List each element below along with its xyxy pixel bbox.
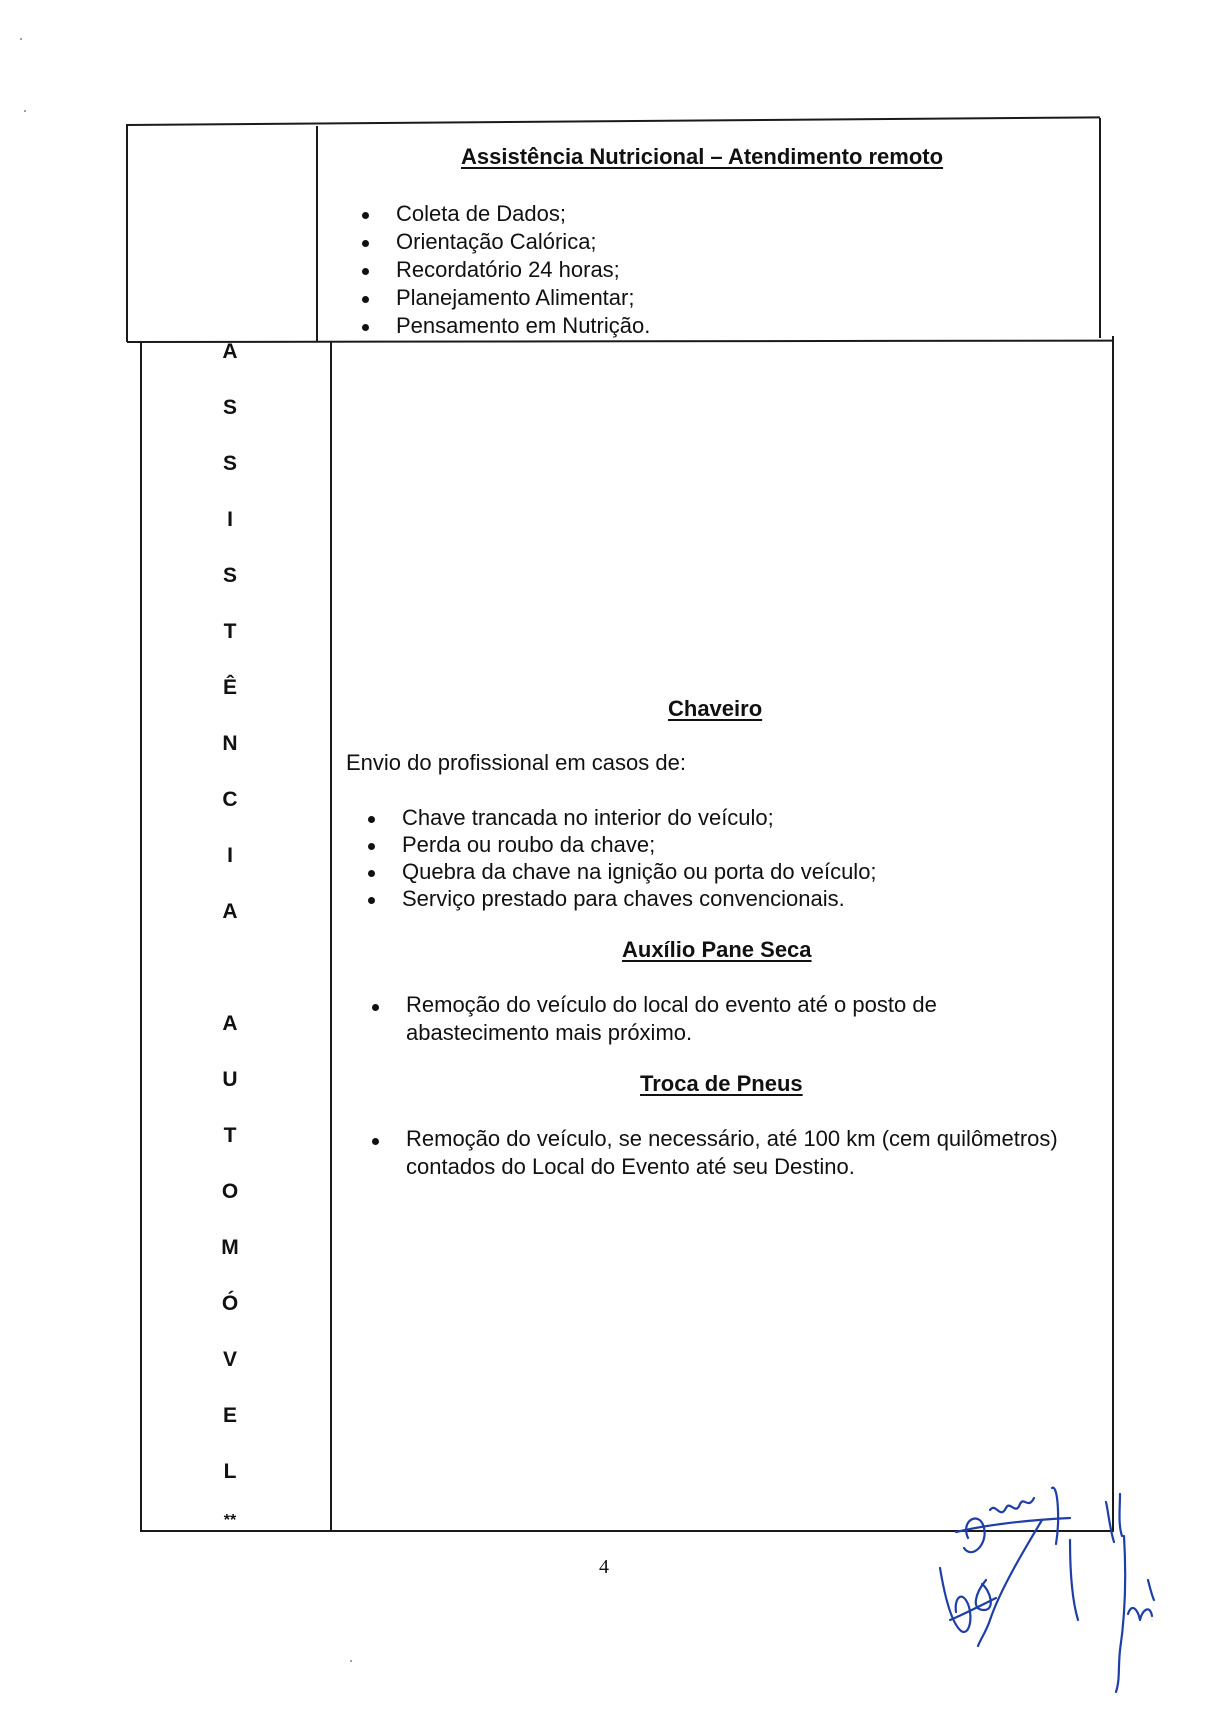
vertical-letter: A: [222, 900, 238, 923]
list-item: Planejamento Alimentar;: [352, 284, 1042, 312]
list-item: Remoção do veículo do local do evento até o posto de abastecimento mais próximo.: [362, 991, 982, 1047]
vertical-letter: U: [222, 1068, 238, 1091]
list-item: Chave trancada no interior do veículo;: [358, 804, 1058, 831]
vertical-title-suffix: **: [223, 1512, 237, 1529]
vertical-letter: T: [223, 1124, 237, 1147]
vertical-letter: C: [222, 788, 238, 811]
list-item: Remoção do veículo, se necessário, até 100 km (cem quilômetros) contados do Local do Evento até seu Destino.: [362, 1125, 1102, 1181]
troca-pneus-list: [362, 1125, 1102, 1181]
vertical-letter: A: [222, 340, 238, 363]
list-item: Pensamento em Nutrição.: [352, 312, 1042, 340]
vertical-letter: E: [222, 1404, 237, 1427]
list-item: Serviço prestado para chaves convencionais.: [358, 885, 1058, 912]
vertical-letter: M: [221, 1236, 239, 1259]
vertical-letter: A: [222, 1012, 238, 1035]
vertical-letter: S: [222, 564, 237, 587]
pane-seca-heading: Auxílio Pane Seca: [622, 937, 812, 962]
vertical-letter: N: [222, 732, 238, 755]
troca-pneus-heading: Troca de Pneus: [640, 1071, 803, 1096]
nutricional-list: [352, 200, 1042, 340]
table-border-left-upper: [126, 126, 128, 342]
list-item: Recordatório 24 horas;: [352, 256, 1042, 284]
list-item: Quebra da chave na ignição ou porta do veículo;: [358, 858, 1058, 885]
scan-speck: [350, 1660, 352, 1662]
vertical-letter: L: [223, 1460, 237, 1483]
vertical-letter: I: [227, 508, 233, 531]
page-number: 4: [599, 1556, 609, 1578]
handwritten-signature: [920, 1480, 1170, 1710]
vertical-title: [140, 340, 320, 1516]
list-item: Orientação Calórica;: [352, 228, 1042, 256]
list-item: Perda ou roubo da chave;: [358, 831, 1058, 858]
table-column-divider-upper: [316, 126, 318, 342]
nutricional-heading: Assistência Nutricional – Atendimento remoto: [461, 144, 944, 169]
scan-speck: [24, 110, 26, 112]
chaveiro-intro: Envio do profissional em casos de:: [346, 750, 686, 775]
table-border-right-lower: [1112, 336, 1114, 1532]
table-border-right-upper: [1099, 118, 1101, 338]
chaveiro-list: [358, 804, 1058, 912]
vertical-letter-spacer: [140, 956, 320, 1012]
table-column-divider-lower: [330, 342, 332, 1532]
table-border-top: [126, 116, 1100, 126]
pane-seca-list: [362, 991, 982, 1047]
list-item: Coleta de Dados;: [352, 200, 1042, 228]
vertical-letter: T: [223, 620, 237, 643]
vertical-letter: V: [222, 1348, 237, 1371]
vertical-letter: S: [222, 452, 237, 475]
chaveiro-heading: Chaveiro: [668, 696, 763, 721]
scan-speck: [20, 38, 22, 40]
vertical-letter: Ó: [221, 1292, 239, 1315]
vertical-letter: Ê: [222, 676, 237, 699]
vertical-letter: I: [227, 844, 233, 867]
vertical-letter: O: [221, 1180, 239, 1203]
vertical-letter: S: [222, 396, 237, 419]
